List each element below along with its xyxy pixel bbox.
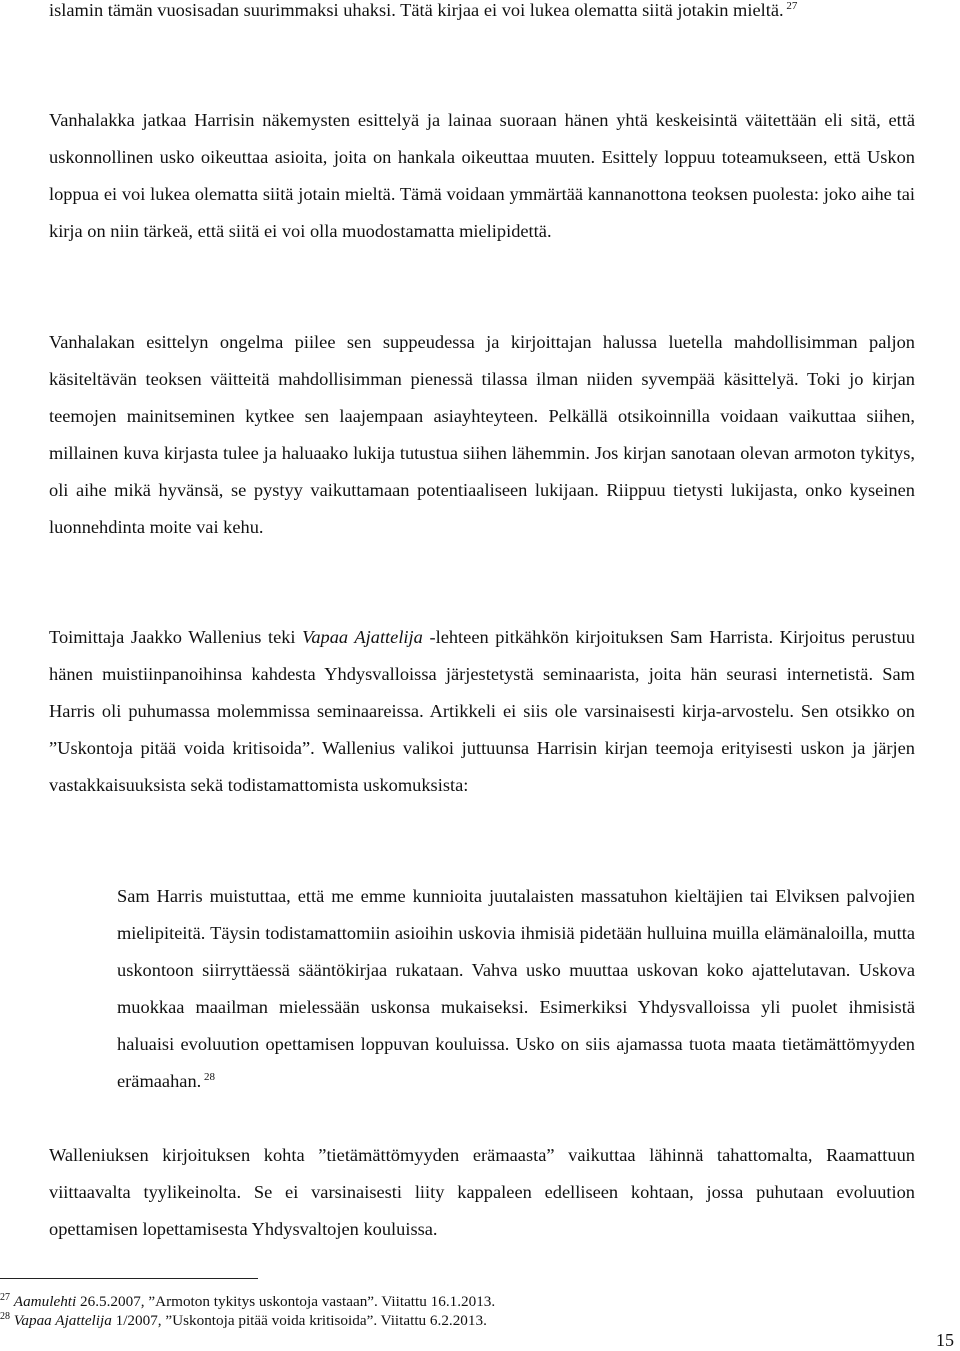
text-segment: Sam Harris muistuttaa, että me emme kunnioita juutalaisten massatuhon kieltäjien tai Elviksen palvojien mielipiteitä. Täysin todistamattomiin asioihin uskovia ihmisiä pidetään hulluina muilla elämänaloilla, mutta uskontoon siirryttäessä sääntökirjaa rukataan. Vahva usko muuttaa uskovan koko ajattelutavan. Uskova muokkaa maailman mielessään uskonsa mukaiseksi. Esimerkiksi Yhdysvalloissa yli puolet ihmisistä haluaisi evoluution opettamisen loppuvan kouluissa. Usko on siis ajamassa tuota maata tietämättömyyden erämaahan. (117, 886, 915, 1091)
footnote-27 (0, 1292, 900, 1312)
footnote-28 (0, 1311, 900, 1331)
block-quote (117, 878, 915, 1100)
page-number: 15 (936, 1330, 954, 1350)
text-segment: Vanhalakan esittelyn ongelma piilee sen suppeudessa ja kirjoittajan halussa luetella mahdollisimman paljon käsiteltävän teoksen väitteitä mahdollisimman pienessä tilassa ilman niiden syvempää käsittelyä. Toki jo kirjan teemojen mainitseminen kytkee sen laajempaan asiayhteyteen. Pelkällä otsikoinnilla voidaan vaikuttaa siihen, millainen kuva kirjasta tulee ja haluaako lukija tutustua siihen lähemmin. Jos kirjan sanotaan olevan armoton tykitys, oli aihe mikä hyvänsä, se pystyy vaikuttamaan potentiaaliseen lukijaan. Riippuu tietysti lukijasta, onko kyseinen luonnehdinta moite vai kehu. (49, 332, 915, 537)
text-segment: islamin tämän vuosisadan suurimmaksi uhaksi. Tätä kirjaa ei voi lukea olematta siitä jotakin mieltä. (49, 0, 784, 20)
paragraph-eramaa (49, 1137, 915, 1248)
text-segment: Walleniuksen kirjoituksen kohta ”tietämättömyyden erämaasta” vaikuttaa lähinnä tahattomalta, Raamattuun viittaavalta tyylikeinolta. Se ei varsinaisesti liity kappaleen edelliseen kohtaan, jossa puhutaan evoluution opettamisen lopettamisesta Yhdysvaltojen kouluissa. (49, 1145, 915, 1239)
italic-title: Vapaa Ajattelija (13, 1312, 112, 1329)
italic-title: Aamulehti (13, 1293, 77, 1310)
paragraph-ongelma (49, 324, 915, 546)
text-segment: 26.5.2007, ”Armoton tykitys uskontoja vastaan”. Viitattu 16.1.2013. (76, 1293, 496, 1310)
text-segment: Vanhalakka jatkaa Harrisin näkemysten esittelyä ja lainaa suoraan hänen yhtä keskeisintä väitettään eli sitä, että uskonnollinen usko oikeuttaa asioita, joita on hankala oikeuttaa muuten. Esittely loppuu toteamukseen, että Uskon loppua ei voi lukea olematta siitä jotain mieltä. Tämä voidaan ymmärtää kannanottona teoksen puolesta: joko aihe tai kirja on niin tärkeä, että siitä ei voi olla muodostamatta mielipidettä. (49, 110, 915, 241)
footnote-separator (0, 1278, 258, 1279)
paragraph-wallenius (49, 619, 915, 804)
text-segment: 1/2007, ”Uskontoja pitää voida kritisoida”. Viitattu 6.2.2013. (111, 1312, 487, 1329)
footnote-reference: 28 (201, 1070, 215, 1083)
paragraph-vanhalakka (49, 102, 915, 250)
footnote-reference: 27 (783, 0, 798, 12)
footnote-number: 27 (0, 1291, 10, 1303)
text-segment: Toimittaja Jaakko Wallenius teki (49, 627, 303, 647)
text-segment: -lehteen pitkähkön kirjoituksen Sam Harrista. Kirjoitus perustuu hänen muistiinpanoihinsa kahdesta Yhdysvalloissa järjestetystä seminaarista, joita hän seurasi internetistä. Sam Harris oli puhumassa molemmissa seminaareissa. Artikkeli ei siis ole varsinaisesti kirja-arvostelu. Sen otsikko on ”Uskontoja pitää voida kritisoida”. Wallenius valikoi juttuunsa Harrisin kirjan teemoja erityisesti uskon ja järjen vastakkaisuuksista sekä todistamattomista uskomuksista: (49, 627, 915, 795)
footnote-number: 28 (0, 1310, 10, 1322)
paragraph-carryover (49, 0, 915, 29)
italic-title: Vapaa Ajattelija (302, 627, 423, 647)
